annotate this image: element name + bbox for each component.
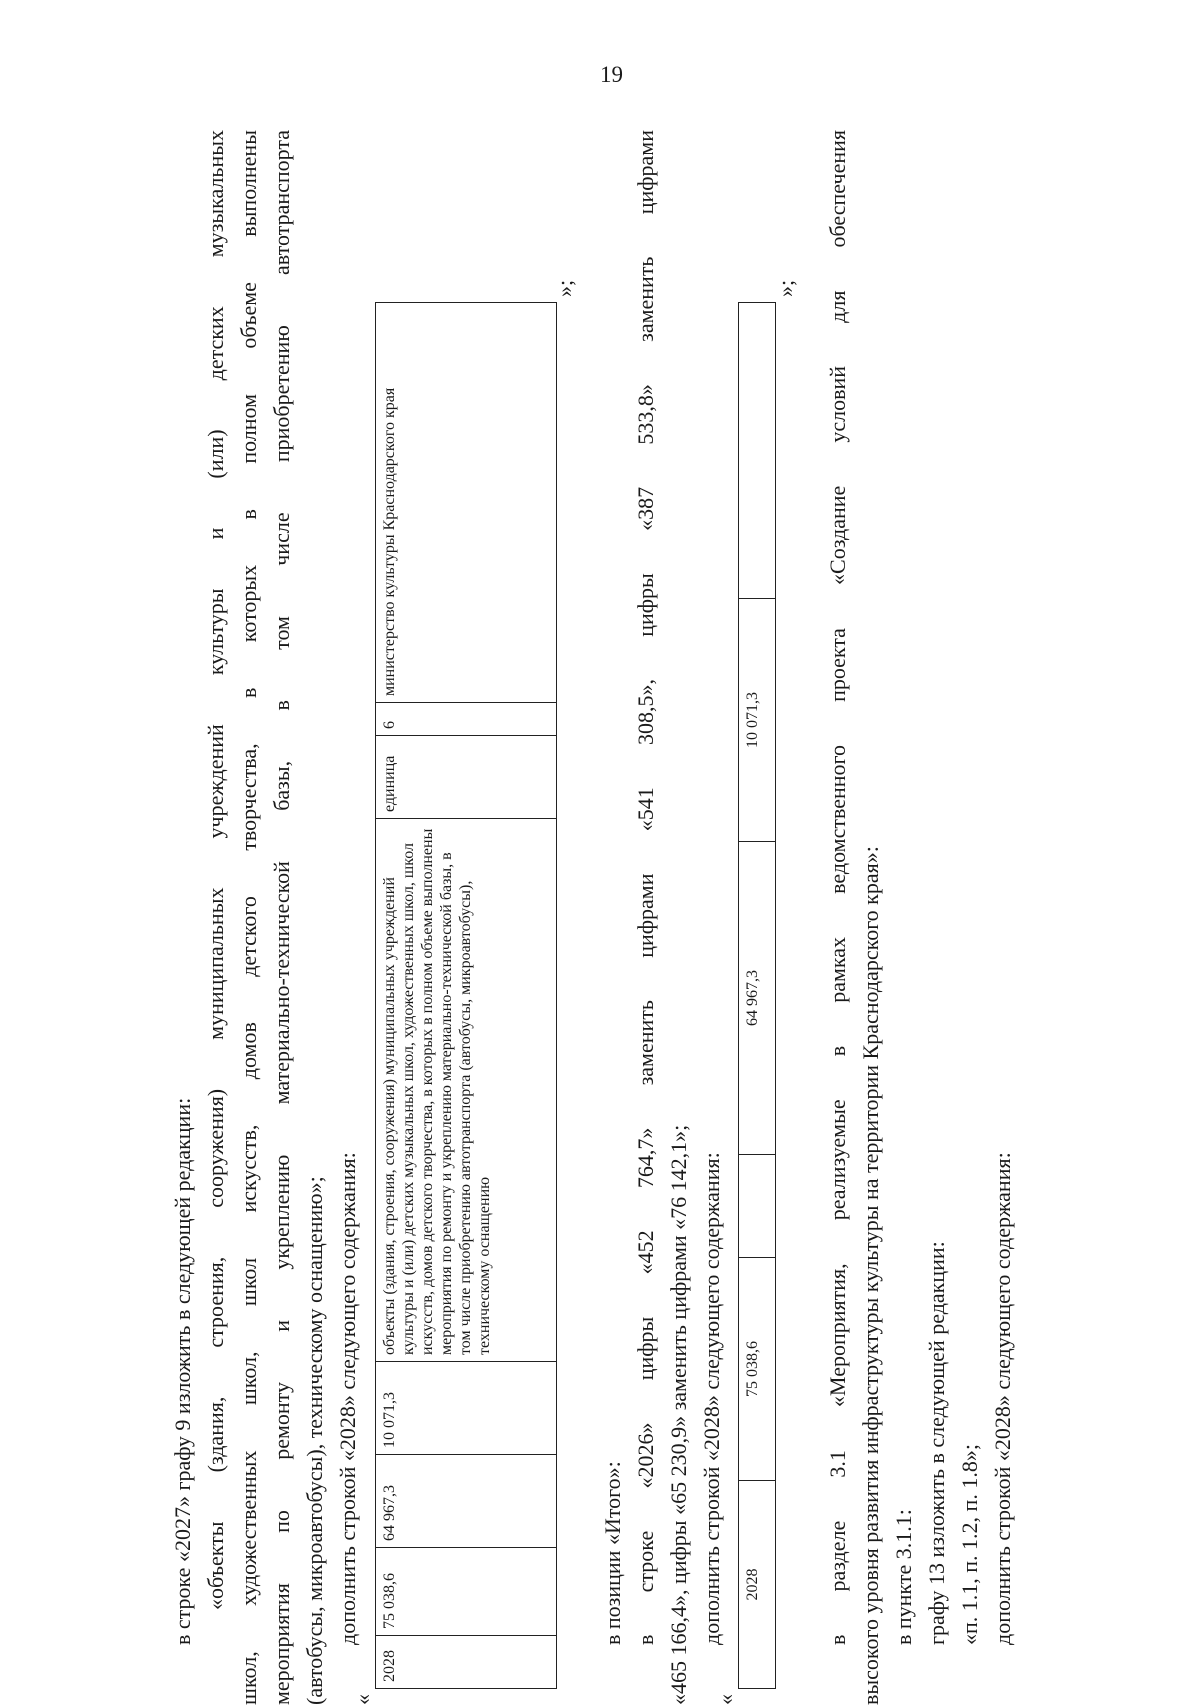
table-row bbox=[376, 303, 557, 1689]
table-cell: объекты (здания, строения, сооружения) муниципальных учреждений культуры и (или) детских музыкальных школ, художественных школ, школ искусств, домов детского творчества, в которых в полном объеме выполнены мероприятия по ремонту и укреплению материально-технической базы, в том числе приобретению автотранспорта (автобусы, микроавтобусы), техническому оснащению bbox=[376, 819, 557, 1362]
table-cell: единица bbox=[376, 736, 557, 819]
table-cell: 6 bbox=[376, 703, 557, 736]
table-cell: 10 071,3 bbox=[376, 1362, 557, 1455]
table-cell: 64 967,3 bbox=[739, 842, 776, 1155]
itogo-line-4: дополнить строкой «2028» следующего содержания: bbox=[699, 1152, 724, 1645]
table-cell: министерство культуры Краснодарского края bbox=[376, 303, 557, 703]
intro-line-3: школ, художественных школ, школ искусств, домов детского творчества, в которых в полном объеме выполнены bbox=[236, 130, 261, 1705]
table-cell: 75 038,6 bbox=[739, 1258, 776, 1481]
table-cell bbox=[739, 303, 776, 599]
table1-close-quote: »; bbox=[552, 279, 577, 297]
section-line-2: высокого уровня развития инфраструктуры культуры на территории Краснодарского края»: bbox=[858, 846, 883, 1705]
intro-line-6: дополнить строкой «2028» следующего содержания: bbox=[335, 1152, 360, 1645]
table1-open-quote: « bbox=[350, 1694, 375, 1705]
table-2 bbox=[738, 302, 776, 1689]
itogo-line-2: в строке «2026» цифры «452 764,7» заменить цифрами «541 308,5», цифры «387 533,8» заменить цифрами bbox=[633, 130, 658, 1645]
table-cell: 2028 bbox=[376, 1636, 557, 1689]
section-line-3: в пункте 3.1.1: bbox=[891, 1509, 916, 1645]
section-line-6: дополнить строкой «2028» следующего содержания: bbox=[990, 1152, 1015, 1645]
section-line-4: графу 13 изложить в следующей редакции: bbox=[924, 1241, 949, 1645]
page-number: 19 bbox=[600, 62, 623, 87]
section-line-1: в разделе 3.1 «Мероприятия, реализуемые в рамках ведомственного проекта «Создание условий для обеспечения bbox=[825, 130, 850, 1645]
section-line-5: «п. 1.1, п. 1.2, п. 1.8»; bbox=[957, 1444, 982, 1645]
table-1 bbox=[375, 302, 557, 1689]
table-cell: 64 967,3 bbox=[376, 1455, 557, 1548]
intro-line-5: (автобусы, микроавтобусы), техническому оснащению»; bbox=[302, 1176, 327, 1705]
table-row bbox=[739, 303, 776, 1689]
table-cell: 10 071,3 bbox=[739, 599, 776, 842]
intro-line-1: в строке «2027» графу 9 изложить в следующей редакции: bbox=[170, 1097, 195, 1645]
table-cell bbox=[739, 1155, 776, 1258]
rotated-content bbox=[170, 125, 1015, 1705]
table2-close-quote: »; bbox=[773, 279, 798, 297]
table2-open-quote: « bbox=[713, 1694, 738, 1705]
itogo-line-1: в позиции «Итого»: bbox=[600, 1461, 625, 1645]
table-cell: 75 038,6 bbox=[376, 1548, 557, 1636]
intro-line-4: мероприятия по ремонту и укреплению материально-технической базы, в том числе приобретению автотранспорта bbox=[269, 130, 294, 1705]
itogo-line-3: «465 166,4», цифры «65 230,9» заменить цифрами «76 142,1»; bbox=[666, 1124, 691, 1705]
table-cell: 2028 bbox=[739, 1481, 776, 1689]
intro-line-2: «объекты (здания, строения, сооружения) муниципальных учреждений культуры и (или) детских музыкальных bbox=[203, 130, 228, 1610]
